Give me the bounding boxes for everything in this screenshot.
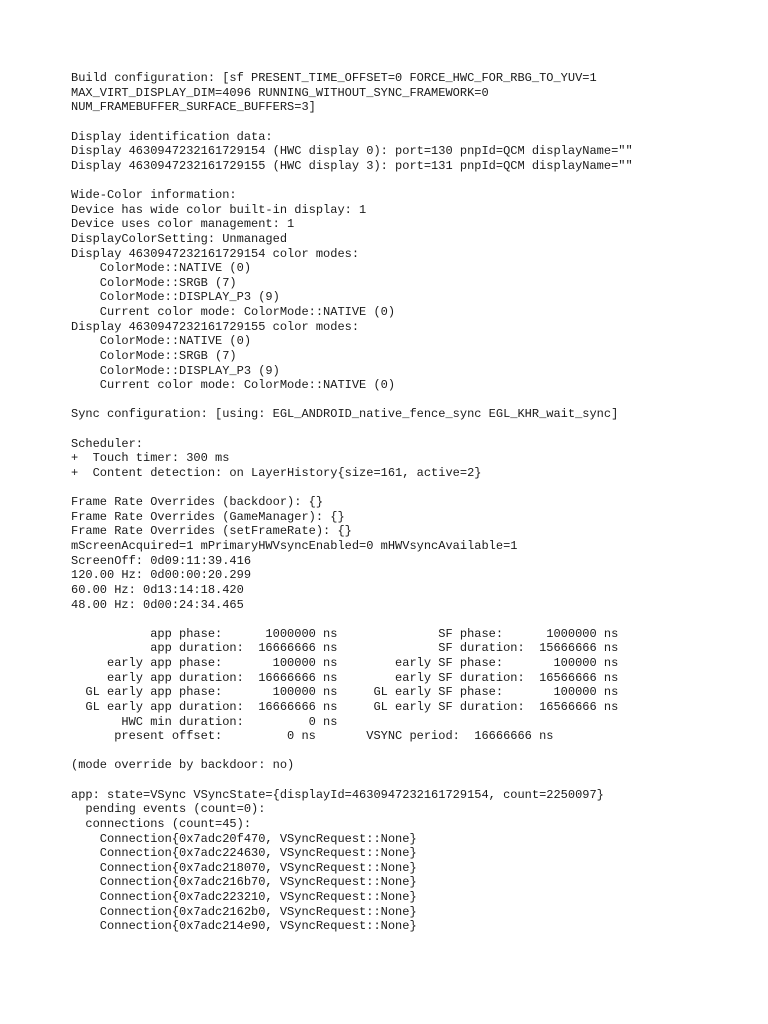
wide-color-line: ColorMode::NATIVE (0) xyxy=(71,261,252,276)
frame-rate-overrides-line: 48.00 Hz: 0d00:24:34.465 xyxy=(71,597,244,612)
wide-color-line: ColorMode::DISPLAY_P3 (9) xyxy=(71,290,280,305)
scheduler-section xyxy=(71,437,761,481)
dumpsys-surfaceflinger-output xyxy=(71,71,761,949)
wide-color-line: ColorMode::NATIVE (0) xyxy=(71,334,252,349)
frame-rate-overrides-section xyxy=(71,495,761,612)
wide-color-line: Device uses color management: 1 xyxy=(71,217,295,232)
app-vsync-state-line: Connection{0x7adc224630, VSyncRequest::None} xyxy=(71,846,417,861)
vsync-phases-line: GL early app phase: 100000 ns GL early SF phase: 100000 ns xyxy=(71,685,619,700)
frame-rate-overrides-line: mScreenAcquired=1 mPrimaryHWVsyncEnabled=0 mHWVsyncAvailable=1 xyxy=(71,539,518,553)
vsync-phases-line: present offset: 0 ns VSYNC period: 16666666 ns xyxy=(71,729,554,744)
wide-color-line: Wide-Color information: xyxy=(71,188,237,202)
frame-rate-overrides-line: 60.00 Hz: 0d13:14:18.420 xyxy=(71,582,244,597)
wide-color-section xyxy=(71,188,761,393)
scheduler-line: + Touch timer: 300 ms xyxy=(71,451,230,466)
frame-rate-overrides-line: Frame Rate Overrides (setFrameRate): {} xyxy=(71,524,352,539)
app-vsync-state-section xyxy=(71,788,761,934)
wide-color-line: ColorMode::DISPLAY_P3 (9) xyxy=(71,363,280,378)
frame-rate-overrides-line: 120.00 Hz: 0d00:00:20.299 xyxy=(71,568,252,583)
vsync-phases-line: app duration: 16666666 ns SF duration: 15666666 ns xyxy=(71,641,619,656)
vsync-phases-section xyxy=(71,627,761,744)
build-configuration-line: Build configuration: [sf PRESENT_TIME_OFFSET=0 FORCE_HWC_FOR_RBG_TO_YUV=1 xyxy=(71,71,597,85)
mode-override-line: (mode override by backdoor: no) xyxy=(71,758,295,773)
app-vsync-state-line: Connection{0x7adc223210, VSyncRequest::None} xyxy=(71,890,417,904)
wide-color-line: Current color mode: ColorMode::NATIVE (0) xyxy=(71,378,396,393)
sync-configuration-section xyxy=(71,407,761,422)
build-configuration-line: MAX_VIRT_DISPLAY_DIM=4096 RUNNING_WITHOUT_SYNC_FRAMEWORK=0 xyxy=(71,85,489,100)
app-vsync-state-line: Connection{0x7adc218070, VSyncRequest::None} xyxy=(71,860,417,875)
display-identification-section xyxy=(71,130,761,174)
build-configuration-line: NUM_FRAMEBUFFER_SURFACE_BUFFERS=3] xyxy=(71,100,316,115)
app-vsync-state-line: Connection{0x7adc20f470, VSyncRequest::None} xyxy=(71,831,417,846)
frame-rate-overrides-line: Frame Rate Overrides (GameManager): {} xyxy=(71,509,345,524)
scheduler-line: + Content detection: on LayerHistory{size=161, active=2} xyxy=(71,465,482,480)
vsync-phases-line: GL early app duration: 16666666 ns GL early SF duration: 16566666 ns xyxy=(71,699,619,714)
app-vsync-state-line: Connection{0x7adc214e90, VSyncRequest::None} xyxy=(71,919,417,934)
vsync-phases-line: app phase: 1000000 ns SF phase: 1000000 ns xyxy=(71,626,619,641)
app-vsync-state-line: pending events (count=0): xyxy=(71,802,266,817)
scheduler-line: Scheduler: xyxy=(71,436,144,451)
app-vsync-state-line: connections (count=45): xyxy=(71,816,252,831)
frame-rate-overrides-line: Frame Rate Overrides (backdoor): {} xyxy=(71,495,324,510)
wide-color-line: Display 4630947232161729154 color modes: xyxy=(71,246,360,261)
app-vsync-state-line: Connection{0x7adc216b70, VSyncRequest::None} xyxy=(71,875,417,890)
wide-color-line: ColorMode::SRGB (7) xyxy=(71,275,237,290)
display-identification-line: Display 4630947232161729154 (HWC display 0): port=130 pnpId=QCM displayName="" xyxy=(71,144,633,159)
vsync-phases-line: early app duration: 16666666 ns early SF duration: 16566666 ns xyxy=(71,670,619,685)
app-vsync-state-line: app: state=VSync VSyncState={displayId=4630947232161729154, count=2250097} xyxy=(71,787,604,802)
wide-color-line: Current color mode: ColorMode::NATIVE (0) xyxy=(71,305,396,319)
display-identification-line: Display identification data: xyxy=(71,129,273,144)
build-configuration-section xyxy=(71,71,761,115)
wide-color-line: Display 4630947232161729155 color modes: xyxy=(71,319,360,334)
wide-color-line: ColorMode::SRGB (7) xyxy=(71,348,237,363)
vsync-phases-line: early app phase: 100000 ns early SF phase: 100000 ns xyxy=(71,656,619,670)
mode-override-section xyxy=(71,758,761,773)
wide-color-line: Device has wide color built-in display: 1 xyxy=(71,202,367,217)
frame-rate-overrides-line: ScreenOff: 0d09:11:39.416 xyxy=(71,553,252,568)
wide-color-line: DisplayColorSetting: Unmanaged xyxy=(71,231,288,246)
display-identification-line: Display 4630947232161729155 (HWC display 3): port=131 pnpId=QCM displayName="" xyxy=(71,158,633,173)
app-vsync-state-line: Connection{0x7adc2162b0, VSyncRequest::None} xyxy=(71,904,417,919)
sync-configuration-line: Sync configuration: [using: EGL_ANDROID_native_fence_sync EGL_KHR_wait_sync] xyxy=(71,407,619,422)
vsync-phases-line: HWC min duration: 0 ns xyxy=(71,714,338,729)
